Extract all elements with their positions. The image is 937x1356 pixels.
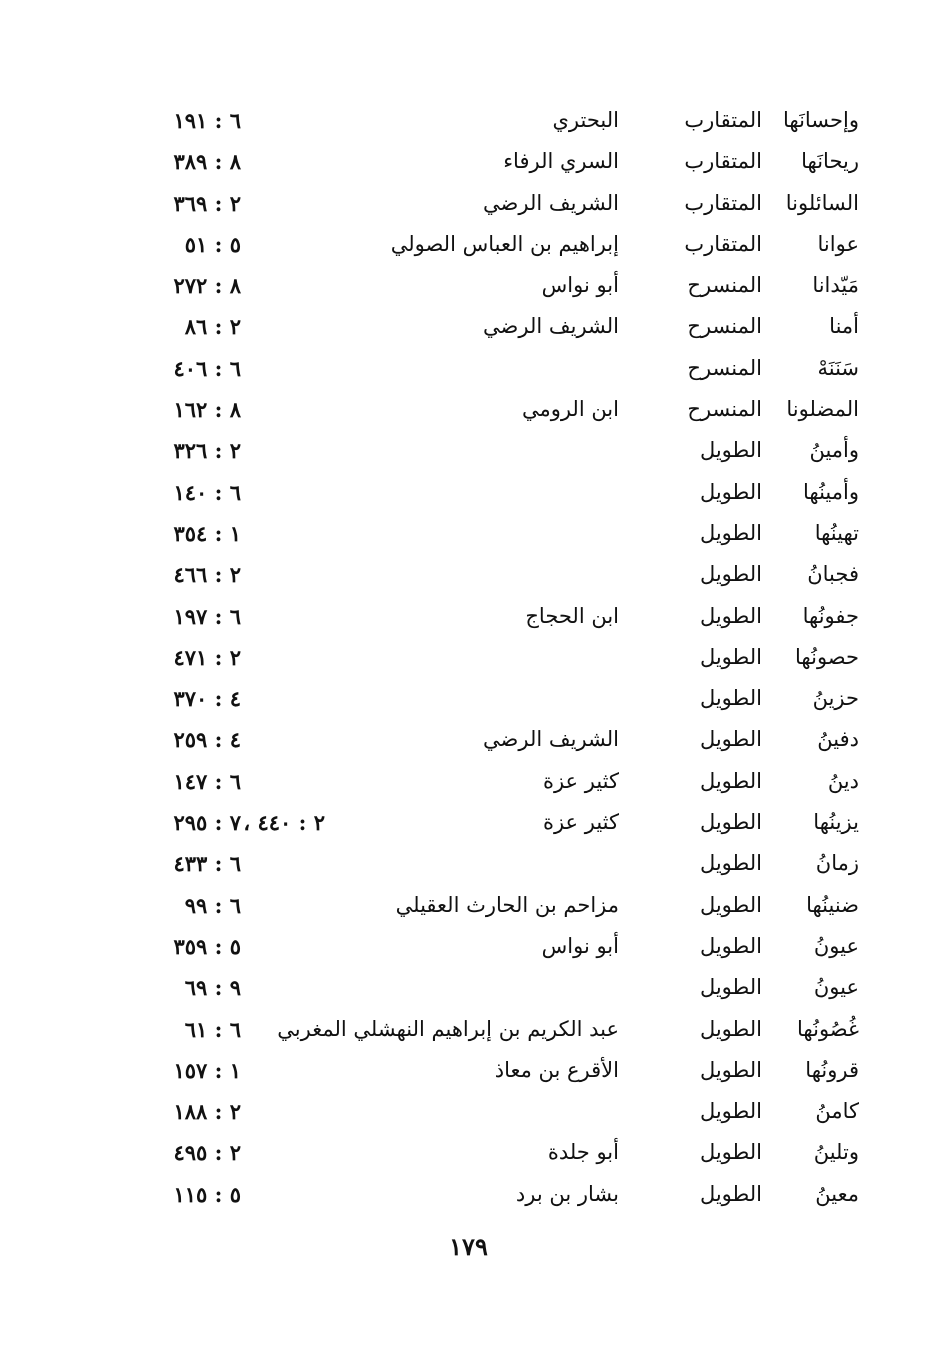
meter-name: الطويل bbox=[699, 520, 762, 545]
rhyme-word: وأمينُ bbox=[809, 438, 859, 463]
meter-name: الطويل bbox=[699, 1016, 762, 1041]
rhyme-word: ضنينُها bbox=[806, 892, 859, 917]
volume-page-ref: ٦ : ١٤٠ bbox=[173, 479, 241, 505]
meter-name: الطويل bbox=[699, 892, 762, 917]
table-row bbox=[0, 100, 937, 141]
table-row bbox=[0, 306, 937, 347]
rhyme-word: سَنَنَهْ bbox=[817, 355, 859, 380]
table-row bbox=[0, 513, 937, 554]
rhyme-word: حصونُها bbox=[795, 644, 859, 669]
volume-page-ref: ٢ : ٤٩٥ bbox=[173, 1140, 241, 1166]
volume-page-ref: ٨ : ٢٧٢ bbox=[173, 273, 241, 299]
volume-page-ref: ٦ : ٦١ bbox=[184, 1016, 241, 1042]
volume-page-ref: ٢ : ٨٦ bbox=[184, 314, 241, 340]
meter-name: الطويل bbox=[699, 727, 762, 752]
meter-name: الطويل bbox=[699, 1140, 762, 1165]
meter-name: الطويل bbox=[699, 975, 762, 1000]
volume-page-ref: ٢ : ٣٢٦ bbox=[173, 438, 241, 464]
rhyme-word: معينُ bbox=[815, 1181, 859, 1206]
meter-name: المنسرح bbox=[687, 314, 762, 339]
table-row bbox=[0, 843, 937, 884]
volume-page-ref: ٥ : ١١٥ bbox=[173, 1181, 241, 1207]
meter-name: الطويل bbox=[699, 810, 762, 835]
meter-name: الطويل bbox=[699, 1099, 762, 1124]
table-row bbox=[0, 1174, 937, 1215]
meter-name: الطويل bbox=[699, 686, 762, 711]
rhyme-word: وتلينُ bbox=[813, 1140, 859, 1165]
meter-name: الطويل bbox=[699, 479, 762, 504]
rhyme-word: تهينُها bbox=[814, 520, 859, 545]
volume-page-ref: ٦ : ٩٩ bbox=[184, 892, 241, 918]
poet-name: مزاحم بن الحارث العقيلي bbox=[395, 892, 619, 917]
poet-name: كثير عزة bbox=[542, 768, 619, 793]
poet-name: عبد الكريم بن إبراهيم النهشلي المغربي bbox=[277, 1016, 619, 1041]
table-row bbox=[0, 472, 937, 513]
volume-page-ref: ٦ : ٤٠٦ bbox=[173, 355, 241, 381]
poet-name: السري الرفاء bbox=[503, 149, 619, 174]
table-row bbox=[0, 348, 937, 389]
volume-page-ref: ١ : ١٥٧ bbox=[173, 1057, 241, 1083]
meter-name: الطويل bbox=[699, 851, 762, 876]
rhyme-word: وأمينُها bbox=[803, 479, 859, 504]
page-number: ١٧٩ bbox=[449, 1232, 488, 1261]
poet-name: ابن الحجاج bbox=[525, 603, 619, 628]
rhyme-index-table bbox=[0, 100, 937, 1215]
meter-name: المتقارب bbox=[684, 231, 762, 256]
table-row bbox=[0, 430, 937, 471]
volume-page-ref: ٦ : ٤٣٣ bbox=[173, 851, 241, 877]
table-row bbox=[0, 678, 937, 719]
rhyme-word: غُصُونُها bbox=[797, 1016, 859, 1041]
meter-name: المتقارب bbox=[684, 149, 762, 174]
poet-name: أبو جلدة bbox=[547, 1140, 619, 1165]
poet-name: الشريف الرضي bbox=[483, 190, 619, 215]
volume-page-ref: ٥ : ٥١ bbox=[184, 231, 241, 257]
poet-name: كثير عزة bbox=[542, 810, 619, 835]
rhyme-word: قرونُها bbox=[805, 1057, 859, 1082]
volume-page-ref: ٢ : ١٨٨ bbox=[173, 1099, 241, 1125]
table-row bbox=[0, 637, 937, 678]
rhyme-word: عوانا bbox=[817, 231, 859, 256]
poet-name: الشريف الرضي bbox=[483, 314, 619, 339]
volume-page-ref: ٢ : ٣٦٩ bbox=[173, 190, 241, 216]
poet-name: ابن الرومي bbox=[521, 397, 619, 422]
table-row bbox=[0, 554, 937, 595]
additional-ref: ٢ : ٤٤٠ ، bbox=[243, 810, 325, 836]
meter-name: الطويل bbox=[699, 933, 762, 958]
table-row bbox=[0, 802, 937, 843]
volume-page-ref: ٢ : ٤٧١ bbox=[173, 644, 241, 670]
rhyme-word: يزينُها bbox=[813, 810, 859, 835]
table-row bbox=[0, 1091, 937, 1132]
volume-page-ref: ٧ : ٢٩٥ bbox=[173, 810, 241, 836]
meter-name: الطويل bbox=[699, 768, 762, 793]
volume-page-ref: ٨ : ١٦٢ bbox=[173, 397, 241, 423]
meter-name: الطويل bbox=[699, 1057, 762, 1082]
rhyme-word: عيونُ bbox=[813, 933, 859, 958]
rhyme-word: السائلونا bbox=[785, 190, 859, 215]
poet-name: أبو نواس bbox=[541, 933, 619, 958]
volume-page-ref: ١ : ٣٥٤ bbox=[173, 520, 241, 546]
volume-page-ref: ٢ : ٤٦٦ bbox=[173, 562, 241, 588]
table-row bbox=[0, 1132, 937, 1173]
table-row bbox=[0, 761, 937, 802]
rhyme-word: زمانُ bbox=[815, 851, 859, 876]
rhyme-word: ريحانَها bbox=[801, 149, 859, 174]
table-row bbox=[0, 141, 937, 182]
table-row bbox=[0, 967, 937, 1008]
meter-name: الطويل bbox=[699, 438, 762, 463]
poet-name: إبراهيم بن العباس الصولي bbox=[390, 231, 619, 256]
volume-page-ref: ٤ : ٢٥٩ bbox=[173, 727, 241, 753]
table-row bbox=[0, 265, 937, 306]
meter-name: المنسرح bbox=[687, 397, 762, 422]
meter-name: الطويل bbox=[699, 644, 762, 669]
rhyme-word: مَيّدانا bbox=[812, 273, 859, 298]
meter-name: المتقارب bbox=[684, 108, 762, 132]
meter-name: الطويل bbox=[699, 1181, 762, 1206]
poet-name: الشريف الرضي bbox=[483, 727, 619, 752]
meter-name: الطويل bbox=[699, 603, 762, 628]
volume-page-ref: ٦ : ١٩٧ bbox=[173, 603, 241, 629]
meter-name: الطويل bbox=[699, 562, 762, 587]
rhyme-word: أمنا bbox=[829, 314, 859, 339]
volume-page-ref: ٦ : ١٩١ bbox=[173, 108, 241, 133]
table-row bbox=[0, 389, 937, 430]
rhyme-word: فجبانُ bbox=[807, 562, 859, 587]
volume-page-ref: ٦ : ١٤٧ bbox=[173, 768, 241, 794]
rhyme-word: المضلونا bbox=[786, 397, 859, 422]
rhyme-word: جفونُها bbox=[802, 603, 859, 628]
poet-name: البحتري bbox=[552, 108, 619, 132]
poet-name: الأقرع بن معاذ bbox=[494, 1057, 619, 1082]
rhyme-word: دينُ bbox=[827, 768, 859, 793]
rhyme-word: حزينُ bbox=[812, 686, 859, 711]
table-row bbox=[0, 885, 937, 926]
poet-name: بشار بن برد bbox=[515, 1181, 619, 1206]
table-row bbox=[0, 183, 937, 224]
meter-name: المنسرح bbox=[687, 273, 762, 298]
rhyme-word: عيونُ bbox=[813, 975, 859, 1000]
table-row bbox=[0, 719, 937, 760]
table-row bbox=[0, 596, 937, 637]
rhyme-word: وإحسانَها bbox=[782, 108, 859, 132]
volume-page-ref: ٩ : ٦٩ bbox=[184, 975, 241, 1001]
rhyme-word: دفينُ bbox=[817, 727, 859, 752]
meter-name: المنسرح bbox=[687, 355, 762, 380]
rhyme-word: كامنُ bbox=[815, 1099, 859, 1124]
volume-page-ref: ٨ : ٣٨٩ bbox=[173, 149, 241, 175]
meter-name: المتقارب bbox=[684, 190, 762, 215]
poet-name: أبو نواس bbox=[541, 273, 619, 298]
table-row bbox=[0, 926, 937, 967]
volume-page-ref: ٥ : ٣٥٩ bbox=[173, 933, 241, 959]
table-row bbox=[0, 224, 937, 265]
volume-page-ref: ٤ : ٣٧٠ bbox=[173, 686, 241, 712]
table-row bbox=[0, 1050, 937, 1091]
table-row bbox=[0, 1009, 937, 1050]
